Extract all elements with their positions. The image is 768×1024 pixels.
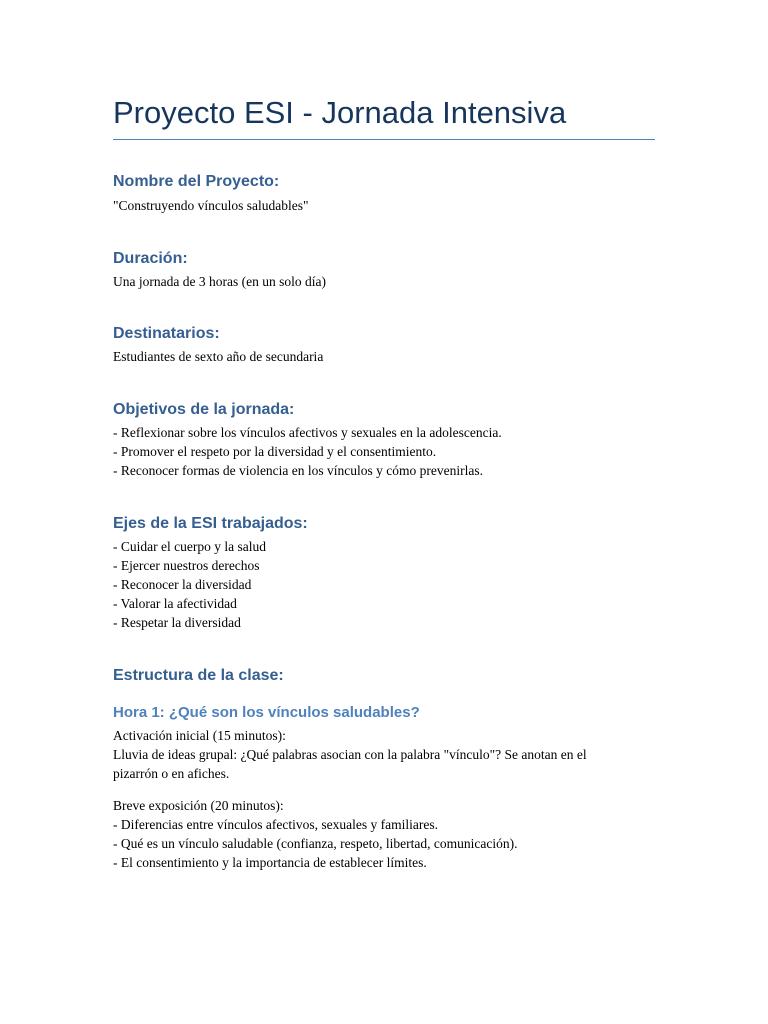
list-item: - Qué es un vínculo saludable (confianza, respeto, libertad, comunicación). [113,836,518,851]
text-line: Una jornada de 3 horas (en un solo día) [113,274,326,289]
list-item: - El consentimiento y la importancia de establecer límites. [113,855,427,870]
document-title: Proyecto ESI - Jornada Intensiva [113,95,567,130]
heading-estructura: Estructura de la clase: [113,667,284,684]
heading-objetivos: Objetivos de la jornada: [113,401,295,418]
text-destinatarios [113,347,655,366]
heading-nombre-proyecto: Nombre del Proyecto: [113,173,280,190]
paragraph-exposicion [113,796,655,872]
text-line: Breve exposición (20 minutos): [113,798,284,813]
text-nombre-proyecto [113,196,655,215]
text-line: Lluvia de ideas grupal: ¿Qué palabras asocian con la palabra "vínculo"? Se anotan en el [113,747,587,762]
list-item: - Reconocer formas de violencia en los vínculos y cómo prevenirlas. [113,463,484,478]
list-item: - Respetar la diversidad [113,615,241,630]
list-item: - Promover el respeto por la diversidad y el consentimiento. [113,444,437,459]
list-item: - Valorar la afectividad [113,596,237,611]
text-line: "Construyendo vínculos saludables" [113,198,309,213]
list-objetivos [113,423,655,480]
list-item: - Reconocer la diversidad [113,577,252,592]
heading-duracion: Duración: [113,250,188,267]
heading-hora-1: Hora 1: ¿Qué son los vínculos saludables? [113,704,420,721]
heading-ejes: Ejes de la ESI trabajados: [113,515,308,532]
list-item: - Diferencias entre vínculos afectivos, sexuales y familiares. [113,817,438,832]
list-item: - Cuidar el cuerpo y la salud [113,539,266,554]
list-item: - Ejercer nuestros derechos [113,558,260,573]
paragraph-activacion [113,726,655,783]
title-underline [113,139,655,140]
text-line: Estudiantes de sexto año de secundaria [113,349,324,364]
text-line: Activación inicial (15 minutos): [113,728,286,743]
text-duracion [113,272,655,291]
heading-destinatarios: Destinatarios: [113,325,220,342]
list-item: - Reflexionar sobre los vínculos afectivos y sexuales en la adolescencia. [113,425,502,440]
list-ejes [113,537,655,632]
text-line: pizarrón o en afiches. [113,766,230,781]
